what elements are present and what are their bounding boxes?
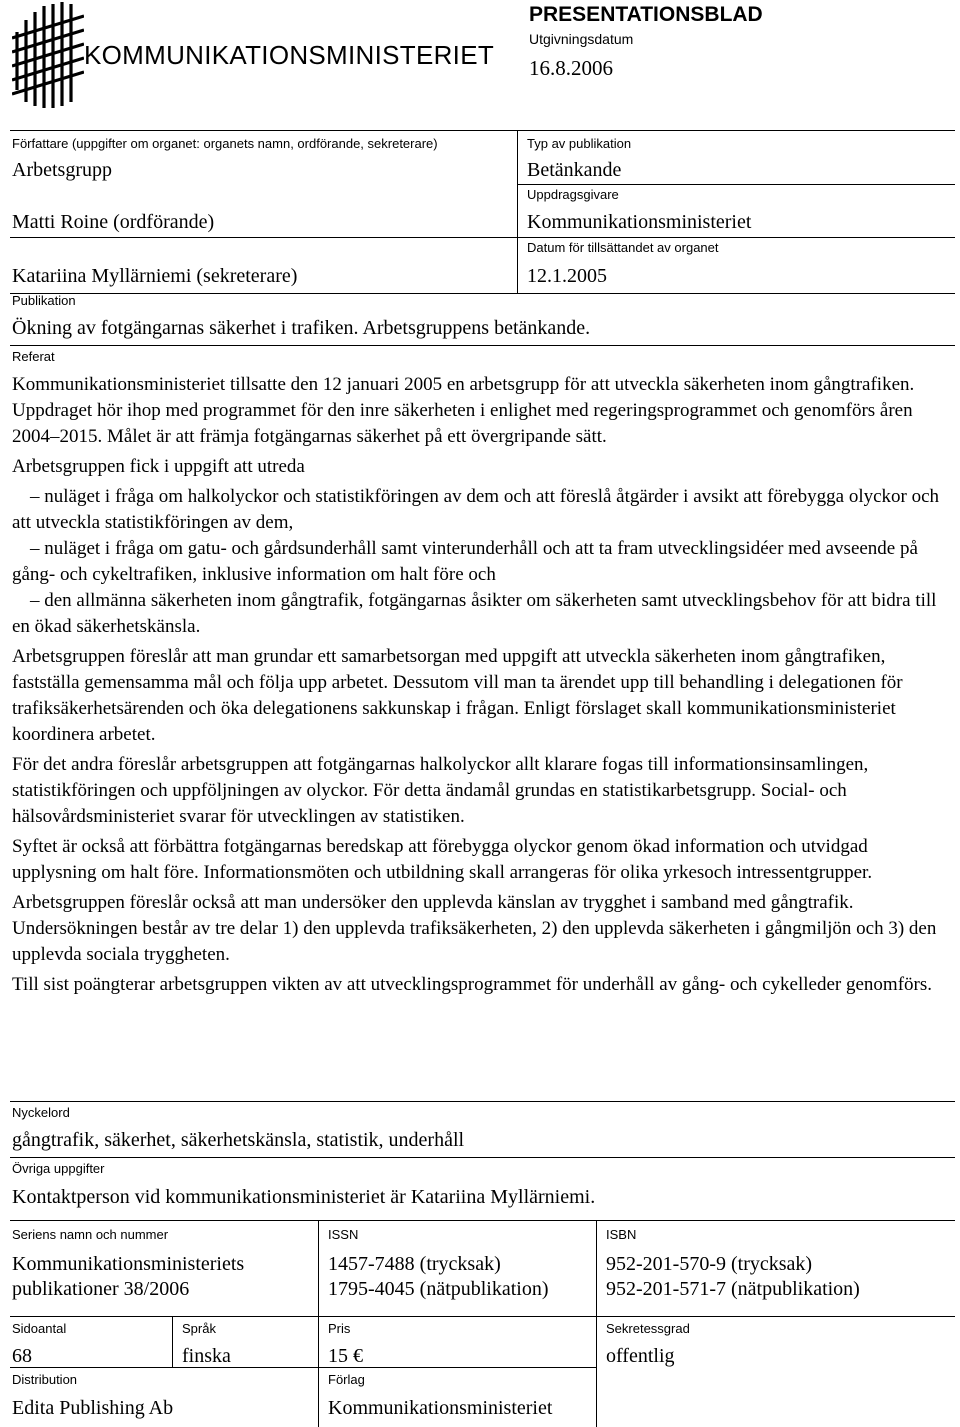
rule [517,237,955,238]
isbn-label: ISBN [606,1227,637,1242]
abstract-list-item: – nuläget i fråga om gatu- och gårdsunderhåll samt vinterunderhåll och att ta fram utvecklingsidéer med avseende på gång- och cykeltrafiken, inklusive information om halt före och [12,538,918,585]
abstract-paragraph: Till sist poängterar arbetsgruppen vikten av att utvecklingsprogrammet för underhåll av gång- och cykelleder genomförs. [12,974,933,995]
distribution-label: Distribution [12,1372,78,1387]
commissioner-label: Uppdragsgivare [527,187,619,202]
isbn-web: 952-201-571-7 (nätpublikation) [606,1278,860,1300]
keywords-value: gångtrafik, säkerhet, säkerhetskänsla, statistik, underhåll [12,1129,465,1151]
ministry-logo-mark [12,2,84,110]
commissioner-value: Kommunikationsministeriet [527,211,752,233]
rule [517,184,955,185]
rule [596,1220,597,1427]
price-label: Pris [328,1321,351,1336]
pages-value: 68 [12,1345,32,1367]
distribution-value: Edita Publishing Ab [12,1397,174,1419]
publisher-value: Kommunikationsministeriet [328,1397,553,1419]
pages-label: Sidoantal [12,1321,67,1336]
rule [517,130,518,293]
release-date-label: Utgivningsdatum [529,31,634,47]
confidentiality-label: Sekretessgrad [606,1321,690,1336]
abstract-paragraph: Kommunikationsministeriet tillsatte den 12 januari 2005 en arbetsgrupp för att utveckla säkerheten inom gångtrafiken. Uppdraget hör ihop med programmet för den inre säkerheten i enlighet med regeringsprogrammet och genomförs åren 2004–2015. Målet är att främja fotgängarnas säkerhet på ett övergripande sätt. [12,374,915,447]
confidentiality-value: offentlig [606,1345,675,1367]
abstract-paragraph: Syftet är också att förbättra fotgängarnas beredskap att förebygga olyckor genom ökad information och utvidgad upplysning om halt före. Informationsmöten och utbildning skall arrangeras för olika yrkesoch intressentgrupper. [12,836,873,883]
series-number: publikationer 38/2006 [12,1278,190,1300]
publication-type-value: Betänkande [527,159,622,181]
abstract-label: Referat [12,349,55,364]
issn-web: 1795-4045 (nätpublikation) [328,1278,549,1300]
author-secretary: Katariina Myllärniemi (sekreterare) [12,265,298,287]
language-value: finska [182,1345,231,1367]
rule [10,1367,596,1368]
rule [10,293,955,294]
publication-type-label: Typ av publikation [527,136,632,151]
rule [10,1316,955,1317]
publication-title: Ökning av fotgängarnas säkerhet i trafiken. Arbetsgruppens betänkande. [12,317,591,339]
rule [10,345,955,346]
keywords-label: Nyckelord [12,1105,70,1120]
publication-label: Publikation [12,293,76,308]
series-label: Seriens namn och nummer [12,1227,169,1242]
rule [10,1157,955,1158]
appointed-date-label: Datum för tillsättandet av organet [527,240,719,255]
abstract-body [12,372,949,1002]
language-label: Språk [182,1321,216,1336]
rule [10,1101,955,1102]
other-info-value: Kontaktperson vid kommunikationsministeriet är Katariina Myllärniemi. [12,1186,596,1208]
author-group: Arbetsgrupp [12,159,112,181]
author-chair: Matti Roine (ordförande) [12,211,215,233]
abstract-paragraph: Arbetsgruppen fick i uppgift att utreda [12,456,305,477]
abstract-paragraph: För det andra föreslår arbetsgruppen att fotgängarnas halkolyckor allt klarare fogas till informationsinsamlingen, statistikföringen och uppföljningen av olyckor. För detta ändamål grundas en statistikarbetsgrupp. Social- och hälsovårdsministeriet svarar för utvecklingen av statistiken. [12,754,869,827]
isbn-print: 952-201-570-9 (trycksak) [606,1253,813,1275]
abstract-paragraph: Arbetsgruppen föreslår också att man undersöker den upplevda känslan av trygghet i samband med gångtrafik. Undersökningen består av tre delar 1) den upplevda trafiksäkerheten, 2) den upplevda säkerheten i gångmiljön och 3) den upplevda sociala tryggheten. [12,892,937,965]
series-name: Kommunikationsministeriets [12,1253,245,1275]
issn-print: 1457-7488 (trycksak) [328,1253,501,1275]
abstract-list-item: – den allmänna säkerheten inom gångtrafik, fotgängarnas åsikter om säkerheten samt utvecklingsbehov för att bidra till en ökad säkerhetskänsla. [12,590,937,637]
abstract-list-item: – nuläget i fråga om halkolyckor och statistikföringen av dem och att föreslå åtgärder i avsikt att förebygga olyckor och att utveckla statistikföringen av dem, [12,486,940,533]
rule [10,237,517,238]
appointed-date-value: 12.1.2005 [527,265,607,287]
rule [10,1220,955,1221]
rule [172,1316,173,1367]
authors-label: Författare (uppgifter om organet: organets namn, ordförande, sekreterare) [12,136,438,151]
ministry-name: KOMMUNIKATIONSMINISTERIET [84,40,495,70]
issn-label: ISSN [328,1227,359,1242]
rule [318,1220,319,1427]
document-type-title: PRESENTATIONSBLAD [529,3,763,26]
other-info-label: Övriga uppgifter [12,1161,105,1176]
publisher-label: Förlag [328,1372,365,1387]
rule [10,130,955,131]
abstract-paragraph: Arbetsgruppen föreslår att man grundar ett samarbetsorgan med uppgift att utveckla säkerheten inom gångtrafiken, fastställa gemensamma mål och följa upp arbetet. Dessutom vill man ta ärendet upp till behandling i delegationen för trafiksäkerhetsärenden och öka delegationens sakkunskap i frågan. Enligt förslaget skall kommunikationsministeriet koordinera arbetet. [12,646,903,745]
release-date: 16.8.2006 [529,56,613,80]
price-value: 15 € [328,1345,363,1367]
